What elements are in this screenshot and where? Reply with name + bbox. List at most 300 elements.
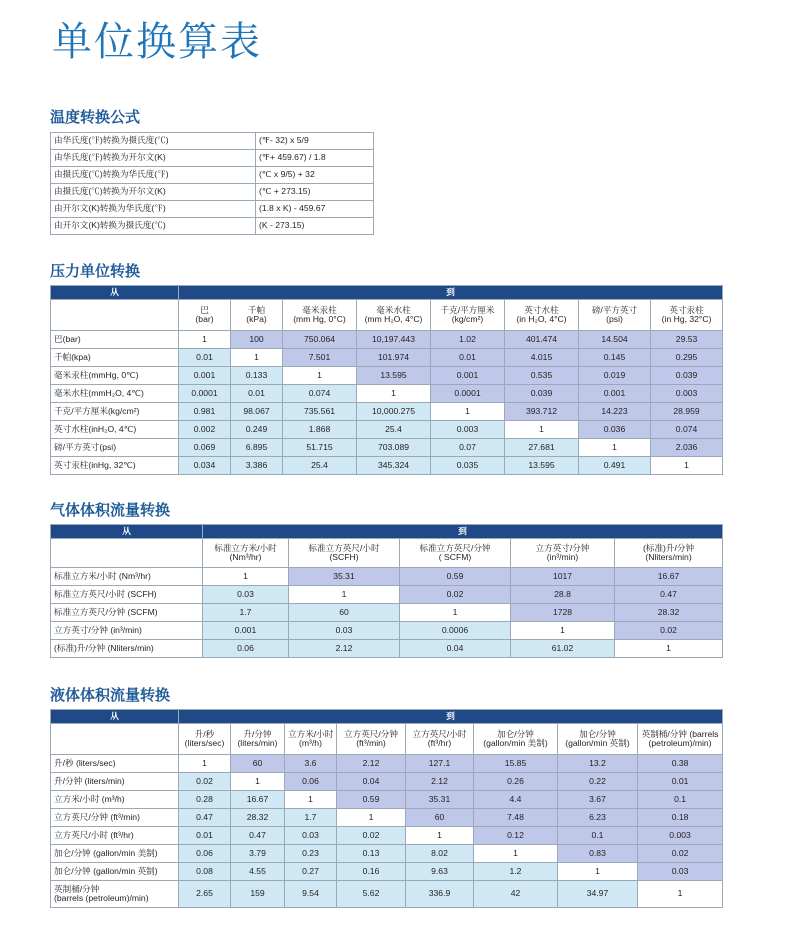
temperature-row: [51, 133, 374, 150]
conversion-value: 0.22: [558, 773, 638, 791]
row-unit-label: 立方米/小时 (m³/h): [51, 791, 179, 809]
conversion-value: 0.01: [638, 773, 723, 791]
table-row: [51, 845, 723, 863]
unit-symbol: (petroleum)/min): [648, 738, 712, 748]
conversion-value: 0.07: [431, 439, 505, 457]
conversion-value: 6.895: [231, 439, 283, 457]
unit-symbol: (gallon/min 英制): [565, 738, 630, 748]
unit-symbol: (liters/sec): [184, 738, 225, 748]
conversion-value: 0.01: [179, 827, 231, 845]
liquid-unit-header-row: [51, 724, 723, 755]
conversion-value: 1017: [511, 568, 615, 586]
page-title: 单位换算表: [52, 19, 262, 65]
unit-symbol: (Nm³/hr): [229, 552, 262, 562]
table-row: [51, 385, 723, 403]
unit-name: 标准立方米/小时: [214, 542, 277, 553]
table-row: [51, 457, 723, 475]
unit-name: 加仑/分钟: [579, 728, 616, 739]
conversion-value: 0.03: [285, 827, 337, 845]
conversion-value: 1: [179, 755, 231, 773]
conversion-value: 1.7: [203, 604, 289, 622]
conversion-value: 1.02: [431, 331, 505, 349]
temperature-row: [51, 201, 374, 218]
conversion-value: 0.249: [231, 421, 283, 439]
conversion-value: 9.63: [406, 863, 474, 881]
unit-symbol: (in H₂O, 4°C): [516, 314, 567, 324]
unit-column-header: [511, 539, 615, 568]
conversion-value: 8.02: [406, 845, 474, 863]
conversion-value: 101.974: [357, 349, 431, 367]
conversion-value: 0.04: [337, 773, 406, 791]
conversion-value: 16.67: [615, 568, 723, 586]
unit-column-header: [400, 539, 511, 568]
conversion-value: 0.47: [615, 586, 723, 604]
table-row: [51, 421, 723, 439]
conversion-value: 0.02: [638, 845, 723, 863]
table-row: [51, 439, 723, 457]
conversion-value: 0.18: [638, 809, 723, 827]
conversion-value: 1.7: [285, 809, 337, 827]
corner-cell: [51, 300, 179, 331]
from-header: 从: [51, 710, 179, 724]
conversion-value: 0.039: [651, 367, 723, 385]
unit-symbol: (kPa): [246, 314, 267, 324]
conversion-value: 10,197.443: [357, 331, 431, 349]
corner-cell: [51, 724, 179, 755]
conversion-value: 60: [406, 809, 474, 827]
unit-symbol: (ft³/hr): [427, 738, 452, 748]
table-row: [51, 863, 723, 881]
table-row: [51, 349, 723, 367]
conversion-value: 1728: [511, 604, 615, 622]
conversion-value: 0.01: [179, 349, 231, 367]
from-header: 从: [51, 286, 179, 300]
conversion-value: 1: [558, 863, 638, 881]
unit-name: 立方英尺/分钟: [344, 728, 398, 739]
row-unit-label: 英寸水柱(inH₂O, 4℃): [51, 421, 179, 439]
pressure-header-row: [51, 286, 723, 300]
conversion-value: 1: [400, 604, 511, 622]
temperature-row: [51, 184, 374, 201]
conversion-value: 1: [638, 881, 723, 908]
conversion-value: 1: [615, 640, 723, 658]
conversion-value: 4.55: [231, 863, 285, 881]
liquid-table: [50, 709, 723, 908]
conversion-value: 7.501: [283, 349, 357, 367]
unit-name: 立方米/小时: [288, 728, 334, 739]
conversion-value: 3.79: [231, 845, 285, 863]
conversion-value: 0.01: [431, 349, 505, 367]
row-unit-label: 千克/平方厘米(kg/cm²): [51, 403, 179, 421]
gas-header-row: [51, 525, 723, 539]
gas-unit-header-row: [51, 539, 723, 568]
unit-name: 千克/平方厘米: [440, 304, 495, 315]
conversion-value: 100: [231, 331, 283, 349]
conversion-value: 0.03: [289, 622, 400, 640]
conversion-value: 401.474: [505, 331, 579, 349]
unit-symbol: (m³/h): [299, 738, 322, 748]
unit-column-header: [651, 300, 723, 331]
table-row: [51, 367, 723, 385]
conversion-value: 0.003: [638, 827, 723, 845]
conversion-value: 10,000.275: [357, 403, 431, 421]
table-row: [51, 755, 723, 773]
unit-column-header: [558, 724, 638, 755]
conversion-label: 由摄氏度(℃)转换为华氏度(℉): [51, 167, 256, 184]
unit-column-header: [179, 300, 231, 331]
conversion-value: 14.504: [579, 331, 651, 349]
conversion-value: 0.034: [179, 457, 231, 475]
conversion-value: 0.02: [337, 827, 406, 845]
unit-symbol: (ft³/min): [356, 738, 386, 748]
conversion-value: 0.16: [337, 863, 406, 881]
conversion-value: 60: [289, 604, 400, 622]
conversion-value: 0.38: [638, 755, 723, 773]
to-header: 到: [203, 525, 723, 539]
conversion-value: 4.4: [474, 791, 558, 809]
table-row: [51, 604, 723, 622]
conversion-value: 1: [179, 331, 231, 349]
unit-column-header: [615, 539, 723, 568]
unit-symbol: (SCFH): [329, 552, 359, 562]
conversion-value: 0.59: [400, 568, 511, 586]
conversion-formula: (℃ x 9/5) + 32: [256, 167, 374, 184]
unit-name: 英寸汞柱: [669, 304, 704, 315]
conversion-value: 28.959: [651, 403, 723, 421]
conversion-value: 2.12: [337, 755, 406, 773]
pressure-unit-header-row: [51, 300, 723, 331]
conversion-value: 1: [283, 367, 357, 385]
conversion-value: 35.31: [406, 791, 474, 809]
conversion-label: 由开尔文(K)转换为华氏度(℉): [51, 201, 256, 218]
conversion-value: 1: [289, 586, 400, 604]
conversion-formula: (1.8 x K) - 459.67: [256, 201, 374, 218]
temperature-heading: 温度转换公式: [50, 108, 141, 126]
gas-table: [50, 524, 723, 658]
gas-heading: 气体体积流量转换: [50, 501, 171, 519]
row-unit-label: 毫米汞柱(mmHg, 0℃): [51, 367, 179, 385]
conversion-value: 3.6: [285, 755, 337, 773]
conversion-value: 0.59: [337, 791, 406, 809]
conversion-value: 1: [474, 845, 558, 863]
unit-column-header: [203, 539, 289, 568]
temperature-row: [51, 167, 374, 184]
conversion-value: 29.53: [651, 331, 723, 349]
table-row: [51, 640, 723, 658]
conversion-value: 6.23: [558, 809, 638, 827]
conversion-value: 0.06: [203, 640, 289, 658]
conversion-value: 60: [231, 755, 285, 773]
unit-symbol: (mm H₂O, 4°C): [364, 314, 423, 324]
conversion-value: 0.23: [285, 845, 337, 863]
unit-symbol: (mm Hg, 0°C): [293, 314, 346, 324]
unit-name: 立方英寸/分钟: [535, 542, 590, 553]
table-row: [51, 331, 723, 349]
conversion-value: 28.32: [231, 809, 285, 827]
conversion-value: 0.133: [231, 367, 283, 385]
conversion-value: 735.561: [283, 403, 357, 421]
unit-symbol: (psi): [606, 314, 623, 324]
unit-symbol: (liters/min): [237, 738, 278, 748]
conversion-value: 0.03: [203, 586, 289, 604]
conversion-value: 127.1: [406, 755, 474, 773]
table-row: [51, 622, 723, 640]
unit-name: 升/秒: [194, 728, 215, 739]
conversion-value: 0.13: [337, 845, 406, 863]
conversion-value: 0.145: [579, 349, 651, 367]
conversion-value: 1.868: [283, 421, 357, 439]
conversion-value: 13.595: [505, 457, 579, 475]
temperature-row: [51, 150, 374, 167]
row-unit-label: 毫米水柱(mmH₂O, 4℃): [51, 385, 179, 403]
conversion-value: 0.0001: [431, 385, 505, 403]
unit-column-header: [285, 724, 337, 755]
row-unit-label: 巴(bar): [51, 331, 179, 349]
conversion-value: 0.01: [231, 385, 283, 403]
unit-column-header: [231, 300, 283, 331]
conversion-value: 0.001: [579, 385, 651, 403]
conversion-value: 0.1: [638, 791, 723, 809]
row-unit-label: 加仑/分钟 (gallon/min 美制): [51, 845, 179, 863]
unit-name: 毫米汞柱: [302, 304, 337, 315]
unit-column-header: [179, 724, 231, 755]
conversion-value: 0.28: [179, 791, 231, 809]
conversion-value: 393.712: [505, 403, 579, 421]
conversion-value: 25.4: [283, 457, 357, 475]
row-unit-label: (标准)升/分钟 (Nliters/min): [51, 640, 203, 658]
unit-name: 毫米水柱: [376, 304, 411, 315]
unit-column-header: [337, 724, 406, 755]
conversion-value: 3.386: [231, 457, 283, 475]
row-unit-label: 加仑/分钟 (gallon/min 英制): [51, 863, 179, 881]
conversion-value: 13.595: [357, 367, 431, 385]
conversion-value: 1: [285, 791, 337, 809]
unit-name: 立方英尺/小时: [412, 728, 467, 739]
conversion-value: 0.02: [179, 773, 231, 791]
conversion-value: 1: [579, 439, 651, 457]
conversion-value: 51.715: [283, 439, 357, 457]
unit-column-header: [505, 300, 579, 331]
conversion-value: 0.47: [231, 827, 285, 845]
conversion-value: 0.26: [474, 773, 558, 791]
conversion-value: 0.001: [203, 622, 289, 640]
temperature-table: [50, 132, 374, 235]
to-header: 到: [179, 286, 723, 300]
row-unit-label: 英寸汞柱(inHg, 32℃): [51, 457, 179, 475]
conversion-value: 0.02: [615, 622, 723, 640]
conversion-value: 1: [231, 773, 285, 791]
conversion-value: 0.003: [431, 421, 505, 439]
conversion-value: 1: [203, 568, 289, 586]
conversion-value: 16.67: [231, 791, 285, 809]
table-row: [51, 586, 723, 604]
table-row: [51, 568, 723, 586]
conversion-value: 3.67: [558, 791, 638, 809]
row-unit-label: 升/秒 (liters/sec): [51, 755, 179, 773]
conversion-value: 1: [406, 827, 474, 845]
unit-column-header: [579, 300, 651, 331]
conversion-value: 0.06: [285, 773, 337, 791]
conversion-label: 由开尔文(K)转换为摄氏度(℃): [51, 218, 256, 235]
unit-name: 巴: [200, 304, 209, 315]
conversion-value: 0.003: [651, 385, 723, 403]
conversion-value: 14.223: [579, 403, 651, 421]
pressure-heading: 压力单位转换: [50, 262, 141, 280]
conversion-value: 27.681: [505, 439, 579, 457]
unit-column-header: [406, 724, 474, 755]
conversion-label: 由华氏度(℉)转换为开尔文(K): [51, 150, 256, 167]
row-unit-label: 磅/平方英寸(psi): [51, 439, 179, 457]
conversion-value: 0.535: [505, 367, 579, 385]
conversion-value: 1: [357, 385, 431, 403]
conversion-value: 28.32: [615, 604, 723, 622]
conversion-value: 0.295: [651, 349, 723, 367]
unit-column-header: [357, 300, 431, 331]
conversion-value: 0.12: [474, 827, 558, 845]
temperature-row: [51, 218, 374, 235]
row-unit-label: 升/分钟 (liters/min): [51, 773, 179, 791]
conversion-value: 336.9: [406, 881, 474, 908]
unit-column-header: [638, 724, 723, 755]
pressure-table: [50, 285, 723, 475]
unit-symbol: (bar): [195, 314, 214, 324]
unit-name: 加仑/分钟: [497, 728, 534, 739]
conversion-value: 0.036: [579, 421, 651, 439]
conversion-value: 2.12: [289, 640, 400, 658]
conversion-formula: (℃ + 273.15): [256, 184, 374, 201]
conversion-value: 703.089: [357, 439, 431, 457]
conversion-value: 0.0001: [179, 385, 231, 403]
unit-symbol: (kg/cm²): [451, 314, 484, 324]
conversion-value: 4.015: [505, 349, 579, 367]
conversion-value: 0.001: [179, 367, 231, 385]
unit-column-header: [474, 724, 558, 755]
conversion-value: 0.981: [179, 403, 231, 421]
conversion-value: 1: [337, 809, 406, 827]
table-row: [51, 827, 723, 845]
unit-column-header: [283, 300, 357, 331]
conversion-value: 9.54: [285, 881, 337, 908]
conversion-value: 159: [231, 881, 285, 908]
conversion-value: 7.48: [474, 809, 558, 827]
table-row: [51, 809, 723, 827]
conversion-value: 750.064: [283, 331, 357, 349]
conversion-value: 0.04: [400, 640, 511, 658]
conversion-value: 0.02: [400, 586, 511, 604]
conversion-value: 0.03: [638, 863, 723, 881]
conversion-value: 0.039: [505, 385, 579, 403]
conversion-value: 0.47: [179, 809, 231, 827]
row-unit-label: 标准立方英尺/分钟 (SCFM): [51, 604, 203, 622]
conversion-value: 2.12: [406, 773, 474, 791]
unit-name: (标准)升/分钟: [642, 542, 695, 553]
conversion-value: 2.036: [651, 439, 723, 457]
unit-symbol: (in Hg, 32°C): [661, 314, 712, 324]
conversion-value: 0.27: [285, 863, 337, 881]
conversion-label: 由华氏度(℉)转换为摄氏度(℃): [51, 133, 256, 150]
corner-cell: [51, 539, 203, 568]
row-unit-label: 立方英尺/小时 (ft³/hr): [51, 827, 179, 845]
row-unit-label: 英制桶/分钟 (barrels (petroleum)/min): [51, 881, 179, 908]
conversion-value: 1: [505, 421, 579, 439]
conversion-value: 0.019: [579, 367, 651, 385]
unit-symbol: (Nliters/min): [645, 552, 692, 562]
unit-symbol: (in³/min): [546, 552, 579, 562]
conversion-value: 0.06: [179, 845, 231, 863]
conversion-value: 61.02: [511, 640, 615, 658]
row-unit-label: 立方英寸/分钟 (in³/min): [51, 622, 203, 640]
conversion-value: 345.324: [357, 457, 431, 475]
liquid-heading: 液体体积流量转换: [50, 686, 171, 704]
conversion-formula: (℉- 32) x 5/9: [256, 133, 374, 150]
conversion-value: 0.001: [431, 367, 505, 385]
row-unit-label: 立方英尺/分钟 (ft³/min): [51, 809, 179, 827]
unit-name: 升/分钟: [243, 728, 272, 739]
conversion-value: 0.83: [558, 845, 638, 863]
from-header: 从: [51, 525, 203, 539]
unit-column-header: [431, 300, 505, 331]
conversion-formula: (℉+ 459.67) / 1.8: [256, 150, 374, 167]
unit-symbol: (gallon/min 美制): [483, 738, 548, 748]
conversion-value: 34.97: [558, 881, 638, 908]
conversion-value: 0.069: [179, 439, 231, 457]
conversion-value: 98.067: [231, 403, 283, 421]
conversion-value: 1: [651, 457, 723, 475]
table-row: [51, 773, 723, 791]
conversion-value: 28.8: [511, 586, 615, 604]
conversion-value: 1: [231, 349, 283, 367]
conversion-value: 1: [431, 403, 505, 421]
conversion-value: 15.85: [474, 755, 558, 773]
conversion-formula: (K - 273.15): [256, 218, 374, 235]
conversion-value: 0.002: [179, 421, 231, 439]
unit-column-header: [231, 724, 285, 755]
conversion-value: 1: [511, 622, 615, 640]
conversion-value: 0.035: [431, 457, 505, 475]
conversion-value: 42: [474, 881, 558, 908]
unit-name: 千帕: [247, 304, 266, 315]
conversion-value: 13.2: [558, 755, 638, 773]
conversion-value: 35.31: [289, 568, 400, 586]
liquid-header-row: [51, 710, 723, 724]
conversion-value: 0.08: [179, 863, 231, 881]
conversion-value: 0.074: [283, 385, 357, 403]
row-unit-label: 标准立方米/小时 (Nm³/hr): [51, 568, 203, 586]
conversion-value: 0.1: [558, 827, 638, 845]
conversion-value: 2.65: [179, 881, 231, 908]
to-header: 到: [179, 710, 723, 724]
conversion-value: 1.2: [474, 863, 558, 881]
unit-name: 英制桶/分钟 (barrels: [641, 728, 719, 739]
conversion-value: 0.074: [651, 421, 723, 439]
unit-name: 英寸水柱: [524, 304, 559, 315]
conversion-value: 5.62: [337, 881, 406, 908]
conversion-value: 25.4: [357, 421, 431, 439]
conversion-value: 0.0006: [400, 622, 511, 640]
unit-name: 标准立方英尺/小时: [308, 542, 380, 553]
unit-column-header: [289, 539, 400, 568]
conversion-label: 由摄氏度(℃)转换为开尔文(K): [51, 184, 256, 201]
table-row: [51, 881, 723, 908]
unit-name: 标准立方英尺/分钟: [419, 542, 491, 553]
conversion-value: 0.491: [579, 457, 651, 475]
table-row: [51, 403, 723, 421]
unit-symbol: ( SCFM): [438, 552, 472, 562]
row-unit-label: 千帕(kpa): [51, 349, 179, 367]
unit-name: 磅/平方英寸: [591, 304, 638, 315]
table-row: [51, 791, 723, 809]
row-unit-label: 标准立方英尺/小时 (SCFH): [51, 586, 203, 604]
